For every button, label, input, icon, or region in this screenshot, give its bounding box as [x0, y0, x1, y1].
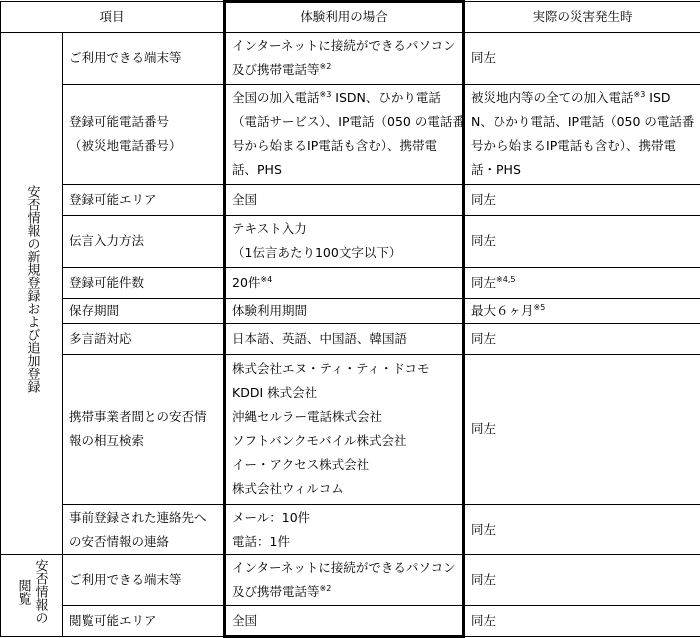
- label-contacts-line2: の安否情報の連絡: [69, 533, 170, 549]
- trial-devices-line2: [232, 58, 456, 82]
- trial-contacts-line1: メール：10件: [232, 509, 311, 525]
- actual-view-devices: 同左: [464, 555, 700, 606]
- actual-period: [464, 298, 700, 323]
- label-phone-line1: 登録可能電話番号: [69, 114, 170, 130]
- label-phone-line2: （被災地電話番号）: [69, 138, 182, 154]
- trial-count: [225, 267, 464, 298]
- trial-view-devices-line1: インターネットに接続ができるパソコン: [232, 560, 456, 576]
- actual-carriers: 同左: [464, 354, 700, 505]
- row-period: [1, 298, 700, 323]
- actual-devices: 同左: [464, 32, 700, 84]
- actual-lang: 同左: [464, 324, 700, 355]
- row-lang: [1, 324, 700, 355]
- trial-carriers: [225, 354, 464, 505]
- label-lang: 多言語対応: [63, 324, 225, 355]
- trial-view-devices: [225, 555, 464, 606]
- trial-phone: [225, 84, 464, 185]
- row-carriers: [1, 354, 700, 505]
- carrier-item: イー・アクセス株式会社: [232, 457, 370, 473]
- group-viewing-line2: 閲覧: [15, 578, 31, 605]
- actual-phone-line4: 話・PHS: [471, 162, 521, 178]
- footnote-marker: ※4: [260, 274, 273, 284]
- trial-phone-line2: （電話サービス）、IP電話（050 の電話番: [232, 114, 465, 130]
- trial-view-devices-line2: [232, 580, 456, 604]
- trial-devices-line1: インターネットに接続ができるパソコン: [232, 38, 456, 54]
- label-period: 保存期間: [63, 298, 225, 323]
- header-row: [1, 2, 700, 33]
- actual-count-text: 同左: [471, 274, 497, 290]
- footnote-marker: ※4,5: [496, 274, 516, 284]
- trial-phone-text: ISDN、ひかり電話: [331, 90, 441, 106]
- trial-input-line2: （1伝言あたり100文字以下）: [232, 245, 402, 261]
- row-contacts: [1, 505, 700, 555]
- label-count: 登録可能件数: [63, 267, 225, 298]
- trial-devices-text: 及び携帯電話等: [232, 62, 320, 78]
- trial-count-text: 20件: [232, 274, 261, 290]
- carrier-item: KDDI 株式会社: [232, 385, 318, 401]
- carrier-item: 株式会社ウィルコム: [232, 481, 344, 497]
- actual-phone-text: ISD: [645, 90, 671, 106]
- trial-contacts-line2: 電話：1件: [232, 533, 290, 549]
- actual-phone-line1: [471, 86, 694, 110]
- row-input: [1, 216, 700, 268]
- trial-input-line1: テキスト入力: [232, 221, 307, 237]
- header-actual: 実際の災害発生時: [464, 2, 700, 33]
- group-viewing: [1, 555, 63, 637]
- label-carriers: [63, 354, 225, 505]
- header-trial: 体験利用の場合: [225, 2, 464, 33]
- actual-input: 同左: [464, 216, 700, 268]
- footnote-marker: ※2: [319, 584, 332, 594]
- actual-period-text: 最大６ヶ月: [471, 302, 534, 318]
- footnote-marker: ※2: [319, 62, 332, 72]
- row-area: [1, 185, 700, 216]
- label-area: 登録可能エリア: [63, 185, 225, 216]
- label-carriers-line2: 報の相互検索: [69, 433, 145, 449]
- actual-area: 同左: [464, 185, 700, 216]
- carrier-item: ソフトバンクモバイル株式会社: [232, 433, 407, 449]
- label-carriers-line1: 携帯事業者間との安否情: [69, 409, 207, 425]
- trial-period: 体験利用期間: [225, 298, 464, 323]
- carrier-item: 株式会社エヌ・ティ・ティ・ドコモ: [232, 361, 430, 377]
- header-item: 項目: [1, 2, 225, 33]
- trial-area: 全国: [225, 185, 464, 216]
- row-view-devices: [1, 555, 700, 606]
- trial-view-devices-text: 及び携帯電話等: [232, 584, 320, 600]
- actual-phone-line3: 号から始まるIP電話も含む）、携帯電: [471, 138, 676, 154]
- group-viewing-line1: 安否情報の: [32, 559, 48, 625]
- trial-devices: [225, 32, 464, 84]
- trial-phone-text: 全国の加入電話: [232, 90, 320, 106]
- label-input: 伝言入力方法: [63, 216, 225, 268]
- trial-phone-line3: 号から始まるIP電話も含む）、携帯電: [232, 138, 437, 154]
- actual-view-area: 同左: [464, 606, 700, 637]
- label-devices: ご利用できる端末等: [63, 32, 225, 84]
- actual-contacts: 同左: [464, 505, 700, 555]
- actual-phone: [464, 84, 700, 185]
- group-registration-label: 安否情報の新規登録および追加登録: [24, 185, 40, 394]
- trial-phone-line4: 話、PHS: [232, 162, 282, 178]
- footnote-marker: ※3: [319, 90, 332, 100]
- actual-phone-text: 被災地内等の全ての加入電話: [471, 90, 634, 106]
- label-contacts: [63, 505, 225, 555]
- trial-input: [225, 216, 464, 268]
- row-view-area: [1, 606, 700, 637]
- trial-lang: 日本語、英語、中国語、韓国語: [225, 324, 464, 355]
- footnote-marker: ※5: [533, 302, 546, 312]
- row-devices: [1, 32, 700, 84]
- trial-contacts: [225, 505, 464, 555]
- trial-phone-line1: [232, 86, 456, 110]
- label-phone: [63, 84, 225, 185]
- label-view-devices: ご利用できる端末等: [63, 555, 225, 606]
- label-view-area: 閲覧可能エリア: [63, 606, 225, 637]
- carrier-item: 沖縄セルラー電話株式会社: [232, 409, 383, 425]
- label-contacts-line1: 事前登録された連絡先へ: [69, 509, 207, 525]
- row-count: [1, 267, 700, 298]
- actual-count: [464, 267, 700, 298]
- footnote-marker: ※3: [633, 90, 646, 100]
- group-registration: [1, 32, 63, 555]
- group-viewing-label: [15, 559, 49, 624]
- trial-view-area: 全国: [225, 606, 464, 637]
- actual-phone-line2: N、ひかり電話、IP電話（050 の電話番: [471, 114, 695, 130]
- row-phone: [1, 84, 700, 185]
